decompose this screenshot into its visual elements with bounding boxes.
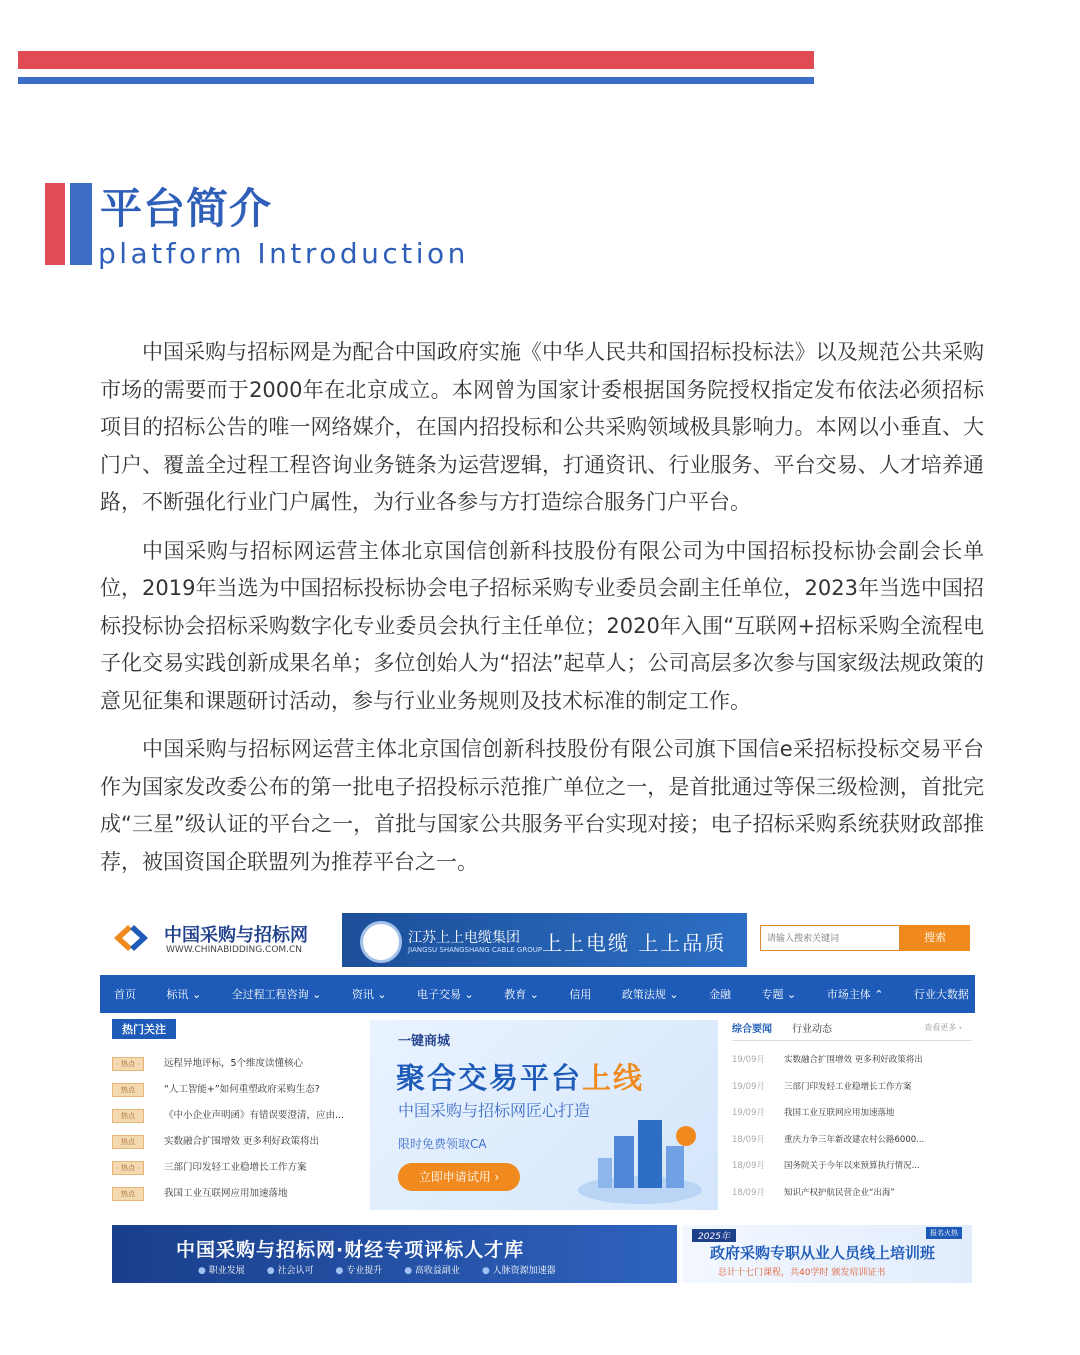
nav-item-consulting[interactable]: 全过程工程咨询 ⌄ xyxy=(231,988,322,1001)
training-banner[interactable] xyxy=(682,1225,972,1283)
tag: ● 人脉资源加速器 xyxy=(482,1263,556,1276)
header-bar-red xyxy=(18,51,814,69)
search-input[interactable] xyxy=(765,927,899,951)
promo-headline xyxy=(396,1056,644,1097)
hot-topics xyxy=(112,1019,367,1209)
tag: ● 高收益副业 xyxy=(404,1263,460,1276)
list-item-title: “人工智能+”如何重塑政府采购生态? xyxy=(164,1084,320,1095)
ad-company: 江苏上上电缆集团 xyxy=(408,930,520,946)
tag: ● 社会认可 xyxy=(267,1263,314,1276)
training-year: 2025年 xyxy=(692,1229,736,1242)
list-item-title: 我国工业互联网应用加速落地 xyxy=(164,1188,288,1199)
talent-pool-tags xyxy=(198,1263,556,1276)
ad-company-en: JIANGSU SHANGSHANG CABLE GROUP xyxy=(408,946,543,954)
promo-headline-main: 聚合交易平台 xyxy=(396,1061,583,1095)
news-title: 我国工业互联网应用加速落地 xyxy=(784,1108,895,1118)
logo-icon xyxy=(112,923,150,953)
promo-offer: 限时免费领取CA xyxy=(398,1137,487,1151)
news-item[interactable] xyxy=(732,1180,972,1207)
hot-tag: 热点 xyxy=(112,1187,144,1201)
hot-badge: 报名火热 xyxy=(926,1227,962,1239)
list-item[interactable] xyxy=(112,1051,367,1077)
news-title: 重庆力争三年新改建农村公路6000... xyxy=(784,1134,925,1145)
nav-item-bids[interactable]: 标讯 ⌄ xyxy=(166,988,202,1001)
hot-tag: 热点 xyxy=(112,1057,144,1071)
list-item-title: 远程异地评标，5个维度读懂核心 xyxy=(164,1058,304,1069)
tab-industry-news[interactable]: 行业动态 xyxy=(792,1024,832,1035)
tag: ● 专业提升 xyxy=(335,1263,382,1276)
training-subtitle: 总计十七门课程，共40学时 颁发培训证书 xyxy=(718,1268,886,1278)
news-title: 三部门印发轻工业稳增长工作方案 xyxy=(784,1081,912,1092)
section-subtitle: platform Introduction xyxy=(98,237,469,270)
hot-tag: 热点 xyxy=(112,1109,144,1123)
view-more-link[interactable]: 查看更多 › xyxy=(924,1023,962,1032)
logo-url: WWW.CHINABIDDING.COM.CN xyxy=(166,945,303,955)
talent-pool-banner[interactable] xyxy=(112,1225,677,1283)
news-panel xyxy=(732,1020,972,1210)
list-item[interactable] xyxy=(112,1129,367,1155)
news-date: 19/09月 xyxy=(732,1108,765,1118)
promo-logo: 一键商城 xyxy=(398,1034,451,1049)
news-date: 18/09月 xyxy=(732,1134,765,1145)
site-logo[interactable] xyxy=(100,905,340,973)
nav-item-finance[interactable]: 金融 xyxy=(709,988,732,1001)
news-item[interactable] xyxy=(732,1047,972,1074)
nav-item-big-data[interactable]: 行业大数据 xyxy=(913,988,969,1001)
news-date: 18/09月 xyxy=(732,1187,765,1198)
list-item-title: 三部门印发轻工业稳增长工作方案 xyxy=(164,1162,307,1173)
nav-item-market[interactable]: 市场主体 ⌃ xyxy=(826,988,884,1001)
nav-item-education[interactable]: 教育 ⌄ xyxy=(504,988,539,1001)
cable-group-logo-icon xyxy=(360,921,402,963)
title-marker-blue xyxy=(70,183,92,265)
promo-banner[interactable] xyxy=(370,1020,718,1210)
hot-tag: 热点 xyxy=(112,1161,144,1175)
nav-item-credit[interactable]: 信用 xyxy=(569,988,592,1001)
search-button[interactable]: 搜索 xyxy=(900,925,970,951)
tag: ● 职业发展 xyxy=(198,1263,245,1276)
news-item[interactable] xyxy=(732,1153,972,1180)
building-illustration-icon xyxy=(568,1106,708,1206)
hot-tag: 热点 xyxy=(112,1083,144,1097)
paragraph: 中国采购与招标网运营主体北京国信创新科技股份有限公司为中国招标投标协会副会长单位，2019年当选为中国招标投标协会电子招标采购专业委员会副主任单位，2023年当选中国招标投标协会招标采购数字化专业委员会执行主任单位；2020年入围“互联网+招标采购全流程电子化交易实践创新成果名单；多位创始人为“招法”起草人；公司高层多次参与国家级法规政策的意见征集和课题研讨活动，参与行业业务规则及技术标准的制定工作。 xyxy=(100,538,984,713)
news-title: 国务院关于今年以来预算执行情况... xyxy=(784,1161,920,1171)
news-date: 19/09月 xyxy=(732,1055,765,1065)
search-box xyxy=(760,925,900,951)
news-date: 19/09月 xyxy=(732,1081,765,1092)
paragraph: 中国采购与招标网是为配合中国政府实施《中华人民共和国招标投标法》以及规范公共采购市场的需要而于2000年在北京成立。本网曾为国家计委根据国务院授权指定发布依法必须招标项目的招标公告的唯一网络媒介，在国内招投标和公共采购领域极具影响力。本网以小垂直、大门户、覆盖全过程工程咨询业务链条为运营逻辑，打通资讯、行业服务、平台交易、人才培养通路，不断强化行业门户属性，为行业各参与方打造综合服务门户平台。 xyxy=(100,340,984,514)
nav-item-news[interactable]: 资讯 ⌄ xyxy=(351,988,387,1001)
promo-subtitle: 中国采购与招标网匠心打造 xyxy=(398,1101,591,1120)
website-screenshot xyxy=(100,905,975,1285)
tab-general-news[interactable]: 综合要闻 xyxy=(732,1024,772,1035)
hot-tag: 热点 xyxy=(112,1135,144,1149)
list-item[interactable] xyxy=(112,1181,367,1207)
news-item[interactable] xyxy=(732,1074,972,1101)
ad-banner[interactable] xyxy=(342,913,747,967)
news-tabs xyxy=(732,1020,972,1041)
list-item-title: 《中小企业声明函》有错误要澄清，应由... xyxy=(164,1110,345,1121)
nav-item-e-trade[interactable]: 电子交易 ⌄ xyxy=(417,988,474,1001)
hot-topics-title: 热门关注 xyxy=(112,1019,176,1039)
list-item[interactable] xyxy=(112,1103,367,1129)
training-title: 政府采购专职从业人员线上培训班 xyxy=(710,1244,936,1262)
ad-slogan: 上上电缆 上上品质 xyxy=(542,931,727,955)
nav-item-home[interactable]: 首页 xyxy=(114,988,136,1001)
nav-item-policy[interactable]: 政策法规 ⌄ xyxy=(621,988,679,1001)
news-title: 实数融合扩围增效 更多利好政策将出 xyxy=(784,1055,923,1065)
promo-headline-accent: 上线 xyxy=(582,1061,645,1095)
news-title: 知识产权护航民营企业“出海” xyxy=(784,1187,895,1198)
list-item-title: 实数融合扩围增效 更多利好政策将出 xyxy=(164,1136,320,1147)
apply-trial-button[interactable]: 立即申请试用 › xyxy=(398,1163,520,1191)
logo-text: 中国采购与招标网 xyxy=(164,925,308,946)
news-item[interactable] xyxy=(732,1127,972,1154)
list-item[interactable] xyxy=(112,1155,367,1181)
list-item[interactable] xyxy=(112,1077,367,1103)
main-nav xyxy=(100,975,975,1013)
title-marker-red xyxy=(45,183,65,265)
intro-text xyxy=(100,334,984,892)
talent-pool-title: 中国采购与招标网·财经专项评标人才库 xyxy=(176,1239,525,1261)
paragraph: 中国采购与招标网运营主体北京国信创新科技股份有限公司旗下国信e采招标投标交易平台作为国家发改委公布的第一批电子招投标示范推广单位之一，是首批通过等保三级检测，首批完成“三星”级认证的平台之一，首批与国家公共服务平台实现对接；电子招标采购系统获财政部推荐，被国资国企联盟列为推荐平台之一。 xyxy=(100,737,984,874)
section-title: 平台简介 xyxy=(100,184,273,233)
news-item[interactable] xyxy=(732,1100,972,1127)
nav-item-topics[interactable]: 专题 ⌄ xyxy=(761,988,797,1001)
news-date: 18/09月 xyxy=(732,1161,765,1171)
header-bar-blue xyxy=(18,77,814,84)
